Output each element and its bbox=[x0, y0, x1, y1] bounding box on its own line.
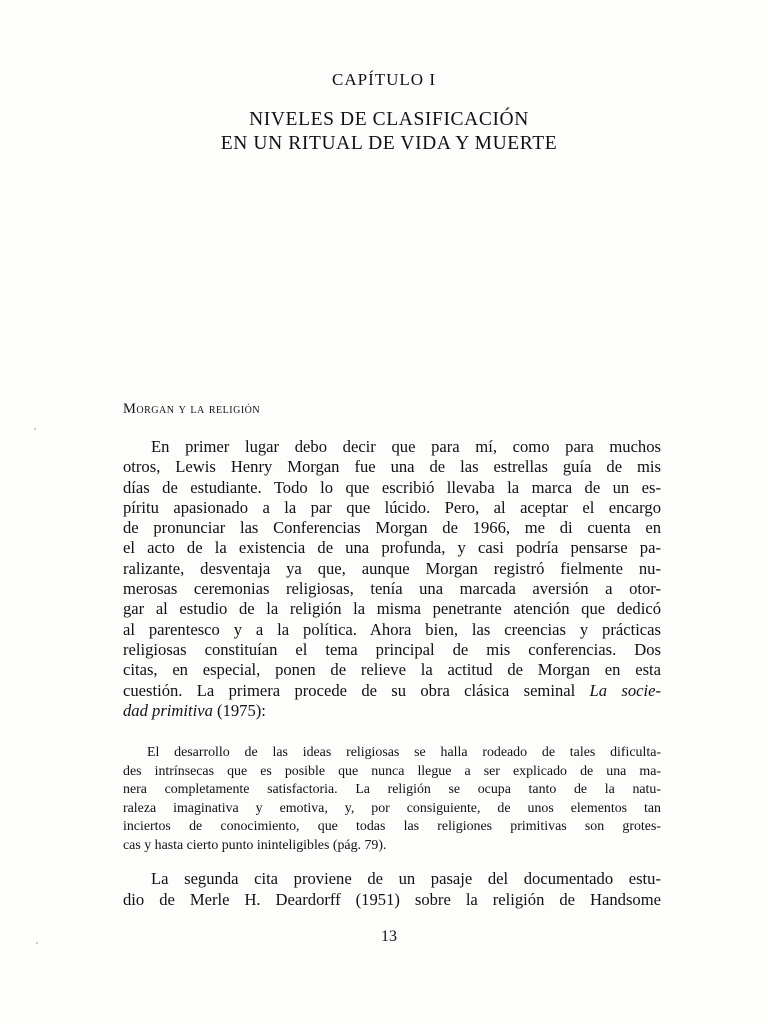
text-line bbox=[123, 701, 661, 721]
text-line: al parentesco y a la política. Ahora bien, las creencias y prácticas bbox=[123, 619, 661, 639]
text-line bbox=[123, 681, 661, 701]
text-line: el acto de la existencia de una profunda, y casi podría pensarse pa- bbox=[123, 538, 661, 558]
book-title-italic: dad primitiva bbox=[123, 700, 213, 720]
chapter-title bbox=[0, 108, 768, 156]
paragraph-2 bbox=[123, 868, 661, 910]
text-line: otros, Lewis Henry Morgan fue una de las estrellas guía de mis bbox=[123, 457, 661, 477]
text-line: religiosas constituían el tema principal de mis conferencias. Dos bbox=[123, 639, 661, 659]
chapter-title-line-2: EN UN RITUAL DE VIDA Y MUERTE bbox=[220, 133, 558, 154]
scan-speck bbox=[36, 942, 38, 944]
text-line: merosas ceremonias religiosas, tenía una marcada aversión a otor- bbox=[123, 579, 661, 599]
chapter-label: CAPÍTULO I bbox=[332, 70, 436, 89]
chapter-title-line-1: NIVELES DE CLASIFICACIÓN bbox=[249, 109, 529, 130]
book-title-italic: La socie- bbox=[589, 680, 662, 700]
text-line: citas, en especial, ponen de relieve la actitud de Morgan en esta bbox=[123, 660, 661, 680]
quote-line: raleza imaginativa y emotiva, y, por consiguiente, de unos elementos tan bbox=[123, 800, 661, 816]
quote-line: cas y hasta cierto punto ininteligibles (pág. 79). bbox=[123, 837, 387, 853]
text-line: En primer lugar debo decir que para mí, como para muchos bbox=[151, 437, 661, 456]
text-line: gar al estudio de la religión la misma penetrante atención que dedicó bbox=[123, 599, 661, 619]
quote-line: El desarrollo de las ideas religiosas se halla rodeado de tales dificulta- bbox=[147, 745, 661, 760]
paragraph-1 bbox=[123, 437, 661, 721]
page-number: 13 bbox=[381, 928, 397, 945]
quote-line: inciertos de conocimiento, que todas las religiones primitivas son grotes- bbox=[123, 819, 661, 835]
text-line: La segunda cita proviene de un pasaje del documentado estu- bbox=[151, 869, 661, 888]
section-heading: Morgan y la religión bbox=[123, 401, 261, 417]
scan-speck bbox=[34, 428, 36, 430]
text-line: dio de Merle H. Deardorff (1951) sobre la religión de Handsome bbox=[123, 890, 661, 909]
text-line: de pronunciar las Conferencias Morgan de 1966, me di cuenta en bbox=[123, 518, 661, 538]
quote-line: des intrínsecas que es posible que nunca llegue a ser explicado de una ma- bbox=[123, 763, 661, 779]
text-segment: cuestión. La primera procede de su obra clásica seminal bbox=[123, 680, 590, 700]
block-quote bbox=[123, 744, 661, 856]
text-line: días de estudiante. Todo lo que escribió llevaba la marca de un es- bbox=[123, 477, 661, 497]
text-segment: (1975): bbox=[212, 700, 266, 720]
quote-line: nera completamente satisfactoria. La religión se ocupa tanto de la natu- bbox=[123, 782, 661, 798]
text-line: píritu apasionado a la par que lúcido. Pero, al aceptar el encargo bbox=[123, 497, 661, 517]
text-line: ralizante, desventaja ya que, aunque Morgan registró fielmente nu- bbox=[123, 558, 661, 578]
